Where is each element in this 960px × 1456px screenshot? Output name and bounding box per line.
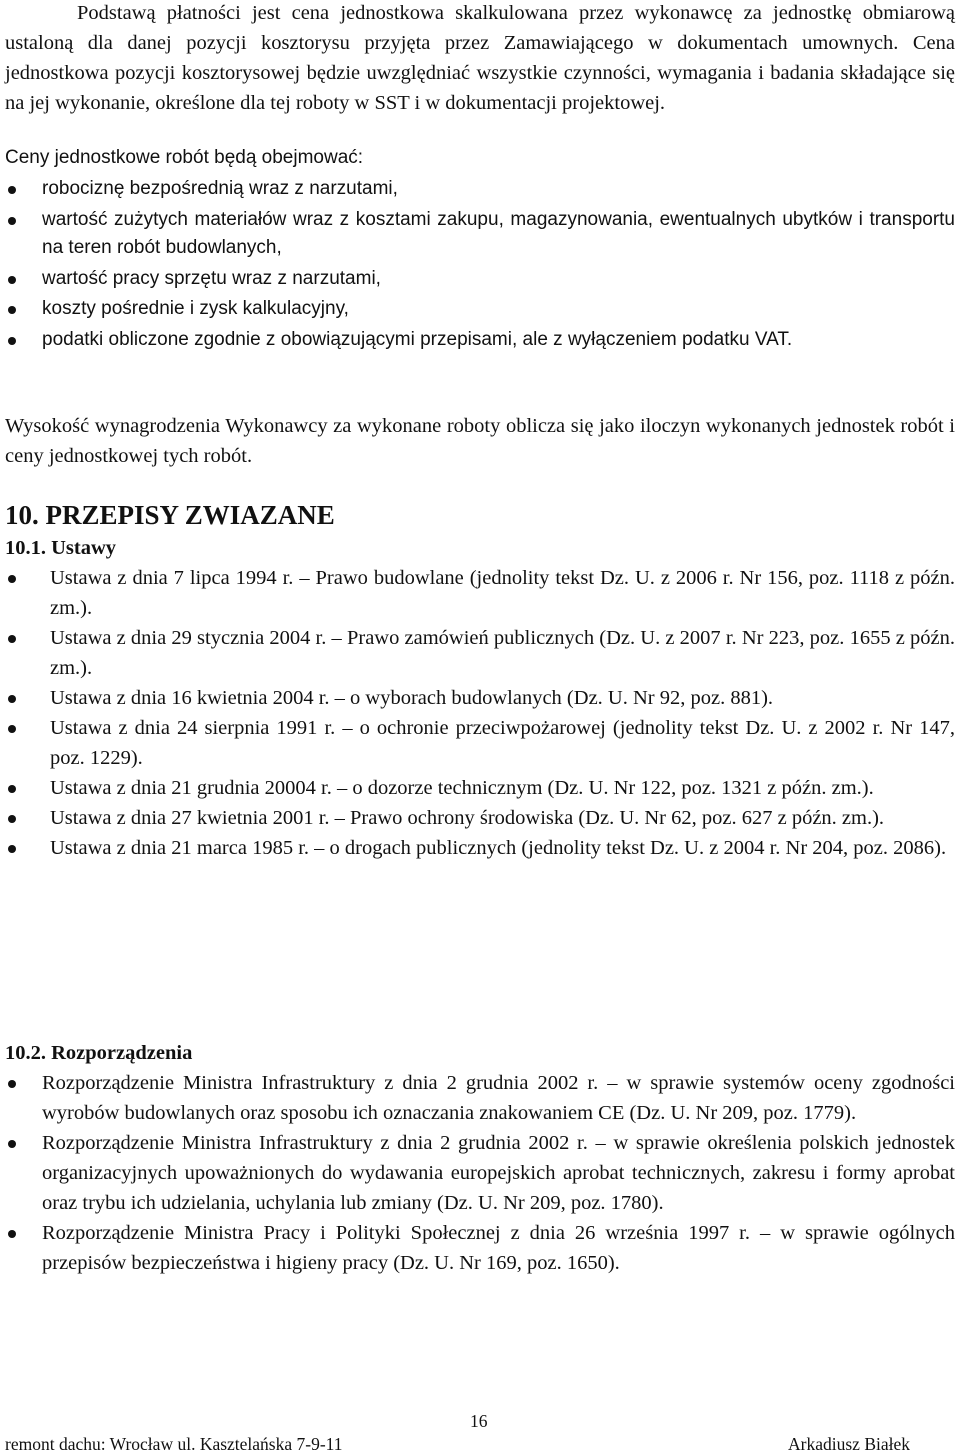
list-item: Rozporządzenie Ministra Infrastruktury z dnia 2 grudnia 2002 r. – w sprawie systemów oceny zgodności wyrobów budowlanych oraz sposobu ich oznaczania znakowaniem CE (Dz. U. Nr 209, poz. 1779). (5, 1068, 955, 1128)
list-item: Ustawa z dnia 24 sierpnia 1991 r. – o ochronie przeciwpożarowej (jednolity tekst Dz. U. z 2002 r. Nr 147, poz. 1229). (5, 713, 955, 773)
page-number: 16 (470, 1411, 488, 1431)
section-heading: 10. PRZEPISY ZWIAZANE (5, 500, 335, 530)
list-item: wartość zużytych materiałów wraz z kosztami zakupu, magazynowania, ewentualnych ubytków i transportu na teren robót budowlanych, (5, 206, 955, 263)
list-item: Ustawa z dnia 27 kwietnia 2001 r. – Prawo ochrony środowiska (Dz. U. Nr 62, poz. 627 z późn. zm.). (5, 803, 955, 833)
list-item: wartość pracy sprzętu wraz z narzutami, (5, 265, 955, 294)
regulations-list (5, 1068, 955, 1278)
list-item: Ustawa z dnia 21 marca 1985 r. – o drogach publicznych (jednolity tekst Dz. U. z 2004 r. Nr 204, poz. 2086). (5, 833, 955, 863)
footer-author: Arkadiusz Białek (788, 1434, 910, 1454)
footer-project: remont dachu: Wrocław ul. Kasztelańska 7-9-11 (5, 1434, 343, 1454)
unit-price-lead: Ceny jednostkowe robót będą obejmować: (5, 147, 364, 168)
list-item: Ustawa z dnia 29 stycznia 2004 r. – Prawo zamówień publicznych (Dz. U. z 2007 r. Nr 223, poz. 1655 z późn. zm.). (5, 623, 955, 683)
list-item: Rozporządzenie Ministra Pracy i Polityki Społecznej z dnia 26 września 1997 r. – w sprawie ogólnych przepisów bezpieczeństwa i higieny pracy (Dz. U. Nr 169, poz. 1650). (5, 1218, 955, 1278)
unit-price-list (5, 175, 955, 354)
laws-list (5, 563, 955, 863)
list-item: Rozporządzenie Ministra Infrastruktury z dnia 2 grudnia 2002 r. – w sprawie określenia polskich jednostek organizacyjnych upoważnionych do wydawania europejskich aprobat technicznych, zakresu i formy aprobat oraz trybu ich udzielania, uchylania lub zmiany (Dz. U. Nr 209, poz. 1780). (5, 1128, 955, 1218)
list-item: robociznę bezpośrednią wraz z narzutami, (5, 175, 955, 204)
remuneration-paragraph: Wysokość wynagrodzenia Wykonawcy za wykonane roboty oblicza się jako iloczyn wykonanych jednostek robót i ceny jednostkowej tych robót. (5, 415, 955, 467)
payment-basis-paragraph: Podstawą płatności jest cena jednostkowa skalkulowana przez wykonawcę za jednostkę obmiarową ustaloną dla danej pozycji kosztorysu przyjęta przez Zamawiającego w dokumentach umownych. Cena jednostkowa pozycji kosztorysowej będzie uwzględniać wszystkie czynności, wymagania i badania składające się na jej wykonanie, określone dla tej roboty w SST i w dokumentacji projektowej. (5, 2, 955, 114)
subsection-heading-laws: 10.1. Ustawy (5, 537, 117, 559)
list-item: Ustawa z dnia 16 kwietnia 2004 r. – o wyborach budowlanych (Dz. U. Nr 92, poz. 881). (5, 683, 955, 713)
list-item: Ustawa z dnia 7 lipca 1994 r. – Prawo budowlane (jednolity tekst Dz. U. z 2006 r. Nr 156, poz. 1118 z późn. zm.). (5, 563, 955, 623)
subsection-heading-regulations: 10.2. Rozporządzenia (5, 1042, 193, 1064)
list-item: podatki obliczone zgodnie z obowiązującymi przepisami, ale z wyłączeniem podatku VAT. (5, 326, 955, 355)
list-item: Ustawa z dnia 21 grudnia 20004 r. – o dozorze technicznym (Dz. U. Nr 122, poz. 1321 z późn. zm.). (5, 773, 955, 803)
list-item: koszty pośrednie i zysk kalkulacyjny, (5, 295, 955, 324)
